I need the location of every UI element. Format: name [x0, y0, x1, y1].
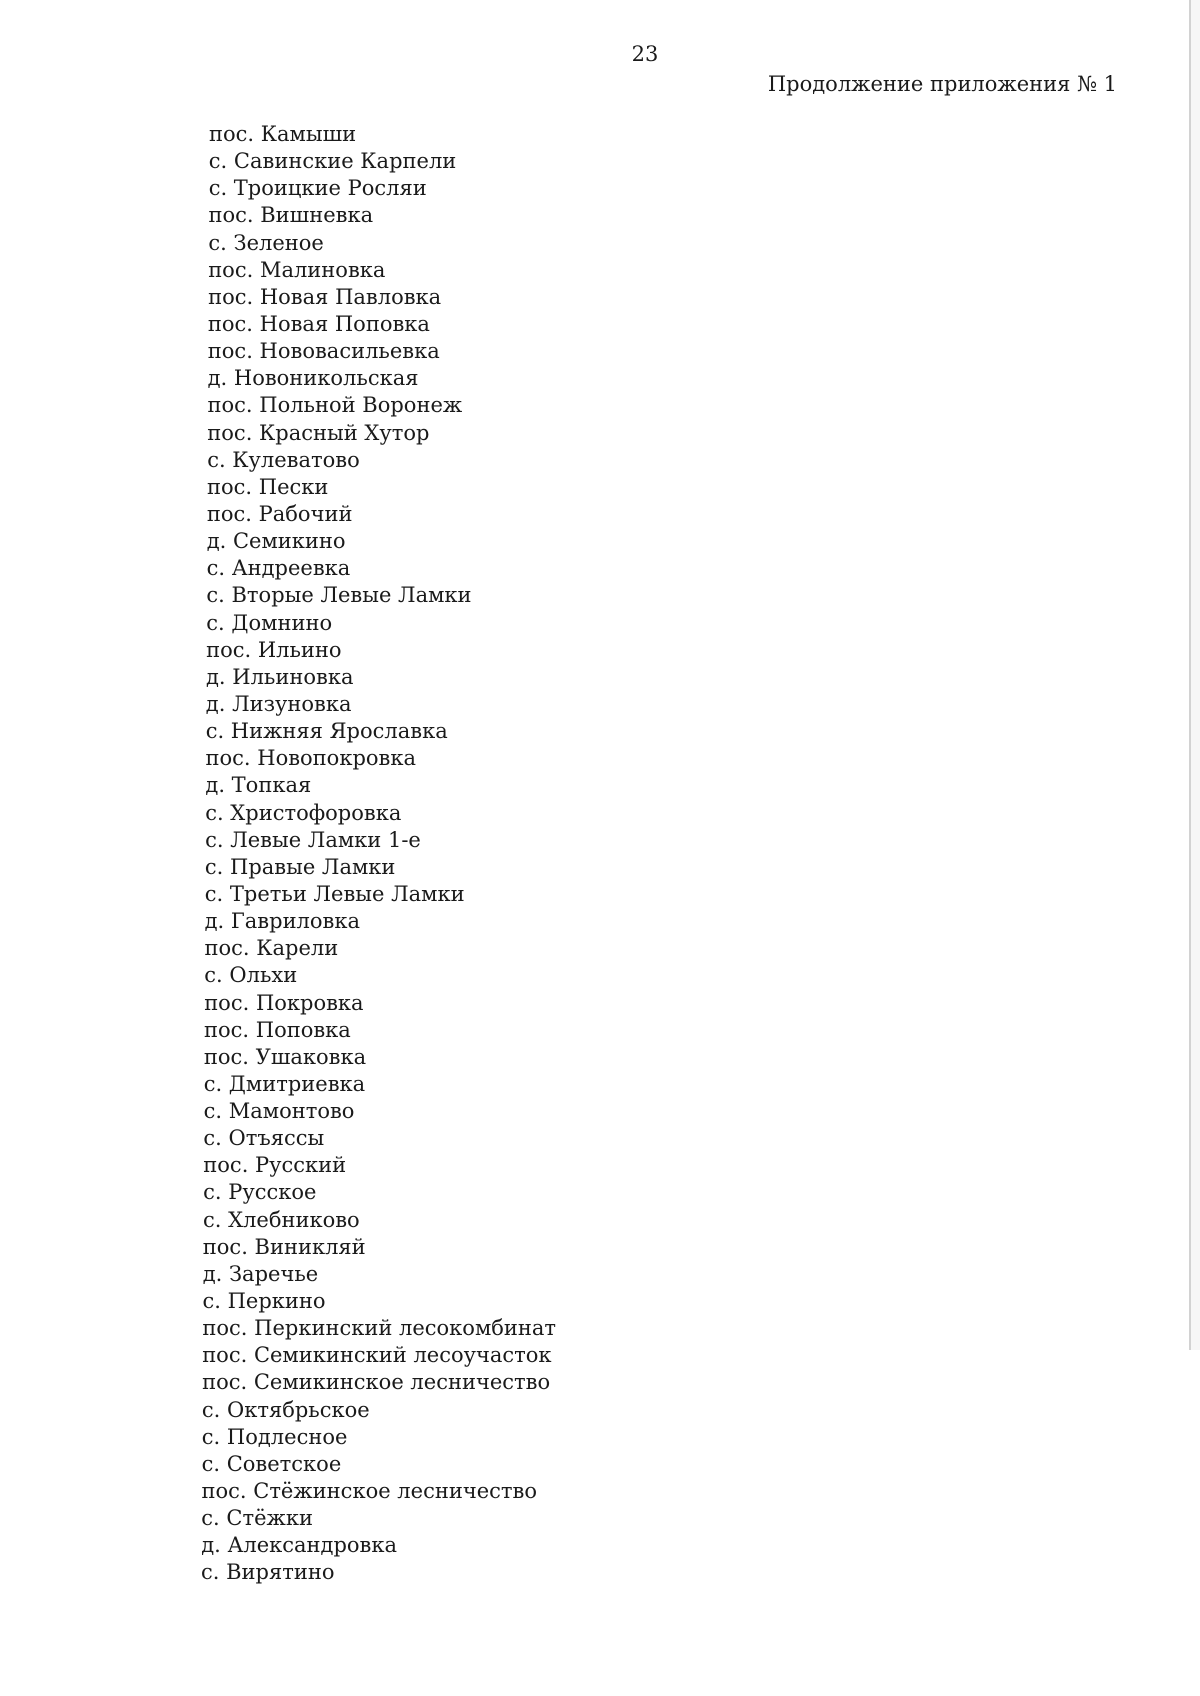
settlement-item: пос. Новая Поповка: [207, 311, 430, 336]
settlement-item: с. Ольхи: [204, 963, 298, 988]
settlement-item: с. Вирятино: [201, 1560, 335, 1585]
settlement-item: с. Октябрьское: [201, 1397, 370, 1422]
settlement-item: д. Александровка: [201, 1533, 398, 1558]
settlement-item: с. Левые Ламки 1-е: [205, 827, 421, 852]
settlement-item: с. Нижняя Ярославка: [205, 719, 448, 744]
settlement-item: пос. Нововасильевка: [207, 339, 440, 364]
settlement-item: д. Лизуновка: [205, 691, 352, 716]
settlement-item: пос. Карели: [204, 936, 339, 961]
settlement-item: с. Отъяссы: [203, 1126, 325, 1151]
settlement-item: пос. Ильино: [206, 637, 342, 662]
settlement-item: пос. Рабочий: [206, 501, 353, 526]
settlement-item: пос. Вишневка: [208, 203, 374, 228]
settlement-item: с. Домнино: [206, 610, 333, 635]
settlement-item: д. Ильиновка: [206, 664, 354, 689]
settlement-item: пос. Польной Воронеж: [207, 393, 463, 418]
settlement-item: пос. Виникляй: [202, 1234, 366, 1259]
settlement-item: с. Третьи Левые Ламки: [204, 881, 465, 906]
settlement-item: д. Заречье: [202, 1261, 319, 1286]
settlement-item: с. Правые Ламки: [204, 854, 396, 879]
settlement-item: д. Новоникольская: [207, 366, 419, 391]
page-number: 23: [631, 42, 659, 66]
settlement-item: с. Зеленое: [208, 230, 324, 255]
settlement-item: пос. Красный Хутор: [207, 420, 430, 445]
settlement-item: пос. Малиновка: [208, 257, 386, 282]
settlement-item: с. Русское: [203, 1180, 317, 1205]
settlement-item: пос. Семикинский лесоучасток: [202, 1343, 552, 1368]
settlement-list: [0, 121, 556, 1587]
settlement-item: с. Дмитриевка: [203, 1071, 366, 1096]
settlement-item: с. Христофоровка: [205, 800, 402, 825]
running-header: Продолжение приложения № 1: [767, 72, 1117, 96]
settlement-item: д. Семикино: [206, 529, 346, 554]
settlement-item: с. Перкино: [202, 1289, 326, 1314]
settlement-item: с. Стёжки: [201, 1506, 313, 1531]
settlement-item: с. Советское: [201, 1451, 342, 1476]
settlement-item: с. Вторые Левые Ламки: [206, 583, 472, 608]
settlement-item: пос. Семикинское лесничество: [202, 1370, 551, 1395]
settlement-item: с. Савинские Карпели: [208, 149, 457, 174]
settlement-item: с. Кулеватово: [207, 447, 360, 472]
settlement-item: пос. Новопокровка: [205, 746, 416, 771]
settlement-item: пос. Покровка: [204, 990, 364, 1015]
page-edge: [1189, 0, 1200, 1350]
settlement-item: д. Гавриловка: [204, 909, 361, 934]
settlement-item: с. Андреевка: [206, 556, 351, 581]
settlement-item: пос. Новая Павловка: [208, 284, 442, 309]
settlement-item: пос. Стёжинское лесничество: [201, 1479, 537, 1504]
settlement-item: пос. Камыши: [209, 122, 357, 146]
settlement-item: д. Топкая: [205, 773, 312, 798]
settlement-item: пос. Пески: [207, 474, 329, 499]
settlement-item: пос. Поповка: [204, 1017, 351, 1042]
settlement-item: пос. Перкинский лесокомбинат: [202, 1316, 557, 1341]
settlement-item: с. Троицкие Росляи: [208, 176, 427, 201]
settlement-item: пос. Русский: [203, 1153, 347, 1178]
settlement-item: с. Мамонтово: [203, 1099, 355, 1124]
settlement-item: с. Подлесное: [201, 1424, 348, 1449]
settlement-item: пос. Ушаковка: [203, 1044, 367, 1069]
settlement-item: с. Хлебниково: [203, 1207, 360, 1232]
